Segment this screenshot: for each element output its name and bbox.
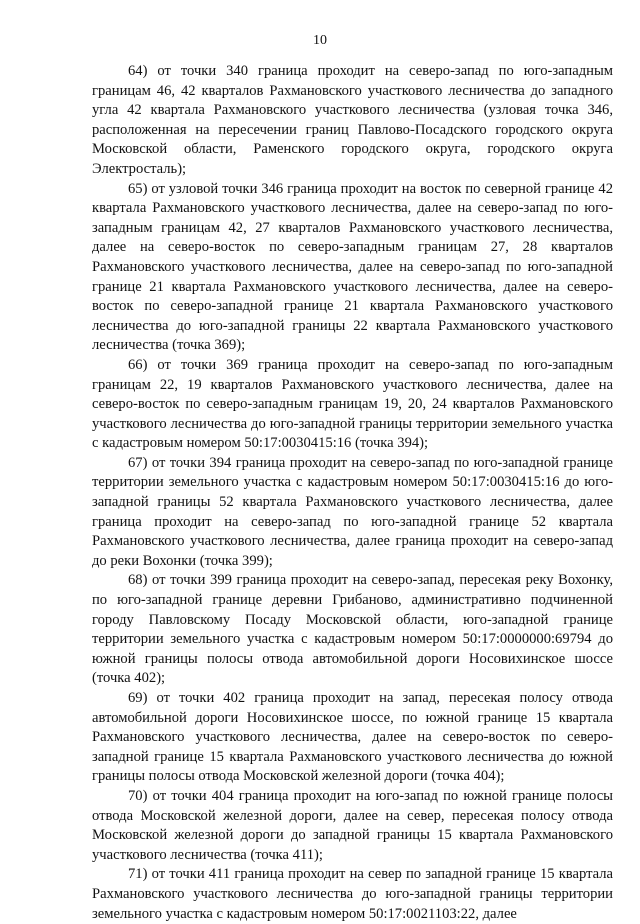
document-body <box>92 62 613 924</box>
paragraph-67: 67) от точки 394 граница проходит на северо-запад по юго-западной границе территории земельного участка с кадастровым номером 50:17:0030415:16 до юго-западной границы 52 квартала Рахмановского участкового лесничества, далее граница проходит на северо-запад по юго-западной границе 52 квартала Рахмановского участкового лесничества, далее граница проходит на северо-запад до реки Вохонки (точка 399); <box>92 454 613 569</box>
page-number: 10 <box>313 33 327 48</box>
paragraph-65: 65) от узловой точки 346 граница проходит на восток по северной границе 42 квартала Рахмановского участкового лесничества, далее на северо-запад по юго-западным границам 42, 27 кварталов Рахмановского участкового лесничества, далее на северо-восток по северо-западным границам 27, 28 кварталов Рахмановского участкового лесничества, далее на северо-запад по юго-западной границе 21 квартала Рахмановского участкового лесничества, далее на северо-восток по северо-западной границе 21 квартала Рахмановского участкового лесничества до юго-западной границы 22 квартала Рахмановского участкового лесничества (точка 369); <box>92 180 613 354</box>
paragraph-64: 64) от точки 340 граница проходит на северо-запад по юго-западным границам 46, 42 кварталов Рахмановского участкового лесничества до западного угла 42 квартала Рахмановского участкового лесничества (узловая точка 346, расположенная на пересечении границ Павлово-Посадского городского округа Московской области, Раменского городского округа, городского округа Электросталь); <box>92 63 613 177</box>
paragraph-70: 70) от точки 404 граница проходит на юго-запад по южной границе полосы отвода Московской железной дороги, далее на север, пересекая полосу отвода Московской железной дороги до западной границы 15 квартала Рахмановского участкового лесничества (точка 411); <box>92 787 613 863</box>
paragraph-69: 69) от точки 402 граница проходит на запад, пересекая полосу отвода автомобильной дороги Носовихинское шоссе, по южной границе 15 квартала Рахмановского участкового лесничества, далее на северо-восток по северо-западной границе 15 квартала Рахмановского участкового лесничества до южной границы полосы отвода Московской железной дороги (точка 404); <box>92 690 613 785</box>
paragraph-71: 71) от точки 411 граница проходит на север по западной границе 15 квартала Рахмановского участкового лесничества до юго-западной границы территории земельного участка с кадастровым номером 50:17:0021103:22, далее <box>92 866 613 922</box>
paragraph-66: 66) от точки 369 граница проходит на северо-запад по юго-западным границам 22, 19 кварталов Рахмановского участкового лесничества, далее на северо-восток по северо-западным границам 19, 20, 24 кварталов Рахмановского участкового лесничества до юго-западной границы территории земельного участка с кадастровым номером 50:17:0030415:16 (точка 394); <box>92 356 613 452</box>
paragraph-68: 68) от точки 399 граница проходит на северо-запад, пересекая реку Вохонку, по юго-западной границе деревни Грибаново, административно подчиненной городу Павловскому Посаду Московской области, юго-западной границе территории земельного участка с кадастровым номером 50:17:0000000:69794 до южной границы полосы отвода автомобильной дороги Носовихинское шоссе (точка 402); <box>92 572 613 687</box>
